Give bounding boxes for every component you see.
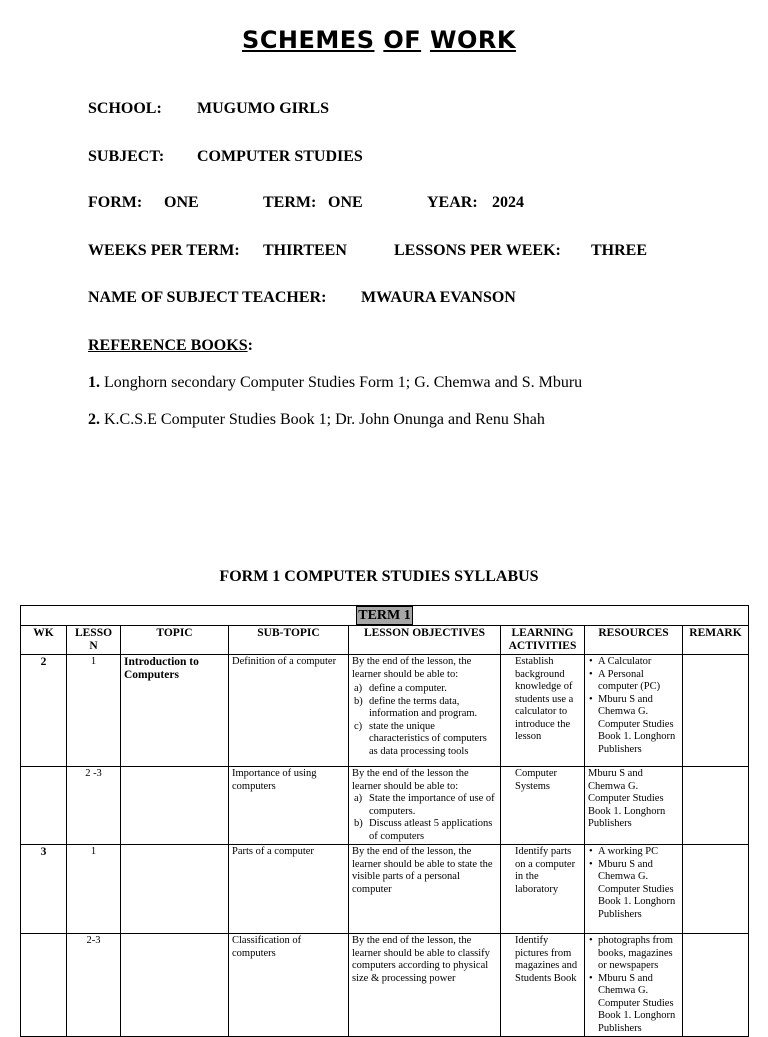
resource-item: • A Calculator — [598, 656, 679, 669]
objectives-list — [352, 683, 497, 758]
objectives-cell — [349, 767, 501, 845]
objective-item: a) define a computer. — [354, 683, 447, 694]
teacher-value: MWAURA EVANSON — [361, 289, 516, 306]
topic-cell — [121, 845, 229, 934]
week-cell — [21, 934, 67, 1037]
topic-cell — [121, 934, 229, 1037]
resource-item: • A Personal computer (PC) — [598, 669, 679, 694]
reference-number: 2. — [88, 411, 100, 428]
resource-item: • Mburu S and Chemwa G. Computer Studies Book 1. Longhorn Publishers — [598, 694, 679, 757]
school-label: SCHOOL: — [88, 100, 162, 117]
reference-heading — [88, 337, 253, 355]
form-label: FORM: — [88, 194, 143, 211]
resources-cell — [585, 934, 683, 1037]
topic-cell: Introduction to Computers — [121, 655, 229, 767]
title-word: WORK — [430, 26, 516, 54]
week-cell: 2 — [21, 655, 67, 767]
lesson-cell: 1 — [67, 845, 121, 934]
remark-cell — [683, 934, 749, 1037]
reference-book — [88, 374, 582, 392]
table-row — [21, 655, 749, 767]
remark-cell — [683, 767, 749, 845]
activities-cell: Identify parts on a computer in the laboratory — [501, 845, 585, 934]
subtopic-cell: Definition of a computer — [229, 655, 349, 767]
header-subtopic: SUB-TOPIC — [229, 626, 349, 655]
reference-title: REFERENCE BOOKS — [88, 337, 248, 354]
subject-label: SUBJECT: — [88, 148, 165, 165]
resource-item: • Mburu S and Chemwa G. Computer Studies Book 1. Longhorn Publishers — [598, 859, 679, 922]
resources-list — [588, 935, 679, 1035]
term-value: ONE — [328, 194, 363, 211]
objectives-intro: By the end of the lesson the learner should be able to: — [352, 768, 469, 792]
document-title — [0, 26, 758, 54]
subtopic-cell: Parts of a computer — [229, 845, 349, 934]
lesson-cell: 2-3 — [67, 934, 121, 1037]
year-label: YEAR: — [427, 194, 478, 211]
activities-cell: Establish background knowledge of students use a calculator to introduce the lesson — [501, 655, 585, 767]
activities-cell: Computer Systems — [501, 767, 585, 845]
objectives-list — [352, 793, 497, 843]
table-header-row — [21, 626, 749, 655]
term-label: TERM: — [263, 194, 317, 211]
teacher-label: NAME OF SUBJECT TEACHER: — [88, 289, 327, 306]
subject-value: COMPUTER STUDIES — [197, 148, 363, 165]
lessons-label: LESSONS PER WEEK: — [394, 242, 561, 259]
weeks-value: THIRTEEN — [263, 242, 347, 259]
header-topic: TOPIC — [121, 626, 229, 655]
resources-cell — [585, 845, 683, 934]
resources-list — [588, 846, 679, 921]
remark-cell — [683, 655, 749, 767]
objectives-cell: By the end of the lesson, the learner should be able to classify computers according to physical size & processing power — [349, 934, 501, 1037]
week-cell — [21, 767, 67, 845]
resource-item: • A working PC — [598, 846, 679, 859]
header-objectives: LESSON OBJECTIVES — [349, 626, 501, 655]
header-wk: WK — [21, 626, 67, 655]
header-remark: REMARK — [683, 626, 749, 655]
header-activities: LEARNING ACTIVITIES — [501, 626, 585, 655]
subtopic-cell: Importance of using computers — [229, 767, 349, 845]
objective-item: c) state the unique characteristics of computers as data processing tools — [354, 720, 487, 757]
objective-item: a) State the importance of use of computers. — [354, 793, 495, 817]
term-label: TERM 1 — [358, 608, 411, 623]
resources-cell: Mburu S and Chemwa G. Computer Studies Book 1. Longhorn Publishers — [585, 767, 683, 845]
lesson-cell: 1 — [67, 655, 121, 767]
week-cell: 3 — [21, 845, 67, 934]
header-resources: RESOURCES — [585, 626, 683, 655]
reference-book — [88, 411, 545, 429]
reference-number: 1. — [88, 374, 100, 391]
resource-item: • photographs from books, magazines or newspapers — [598, 935, 679, 973]
reference-text: K.C.S.E Computer Studies Book 1; Dr. John Onunga and Renu Shah — [100, 411, 545, 428]
weeks-label: WEEKS PER TERM: — [88, 242, 240, 259]
resources-list — [588, 656, 679, 756]
objectives-cell — [349, 655, 501, 767]
reference-text: Longhorn secondary Computer Studies Form 1; G. Chemwa and S. Mburu — [100, 374, 583, 391]
objective-item: b) Discuss atleast 5 applications of computers — [354, 818, 493, 842]
topic-cell — [121, 767, 229, 845]
reference-colon: : — [247, 337, 253, 354]
year-value: 2024 — [492, 194, 524, 211]
lesson-cell: 2 -3 — [67, 767, 121, 845]
table-row — [21, 767, 749, 845]
objectives-intro: By the end of the lesson, the learner should be able to: — [352, 656, 472, 680]
school-value: MUGUMO GIRLS — [197, 100, 329, 117]
lessons-value: THREE — [591, 242, 648, 259]
syllabus-title: FORM 1 COMPUTER STUDIES SYLLABUS — [219, 568, 539, 585]
resources-cell — [585, 655, 683, 767]
header-lesson: LESSO N — [67, 626, 121, 655]
title-word: SCHEMES — [242, 26, 375, 54]
form-value: ONE — [164, 194, 199, 211]
resource-item: • Mburu S and Chemwa G. Computer Studies Book 1. Longhorn Publishers — [598, 973, 679, 1036]
objectives-cell: By the end of the lesson, the learner should be able to state the visible parts of a personal computer — [349, 845, 501, 934]
table-row — [21, 934, 749, 1037]
objective-item: b) define the terms data, information and program. — [354, 695, 478, 719]
scheme-table — [20, 605, 749, 1037]
title-word: OF — [383, 26, 422, 54]
term-header-cell — [21, 606, 749, 626]
table-row — [21, 845, 749, 934]
subtopic-cell: Classification of computers — [229, 934, 349, 1037]
activities-cell: Identify pictures from magazines and Students Book — [501, 934, 585, 1037]
remark-cell — [683, 845, 749, 934]
